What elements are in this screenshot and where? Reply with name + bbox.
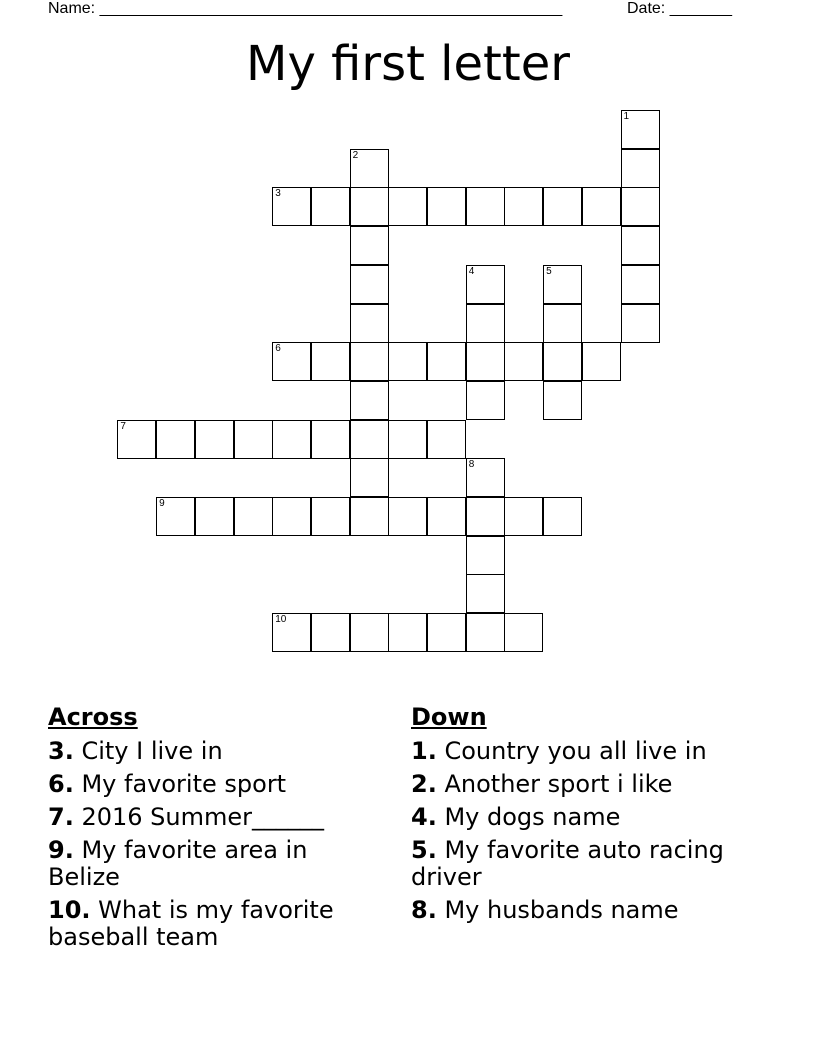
clue-number: 10. xyxy=(48,896,91,924)
grid-cell[interactable] xyxy=(272,342,311,381)
clue-number-label: 8 xyxy=(468,459,475,471)
grid-cell[interactable] xyxy=(350,149,389,188)
grid-cell[interactable] xyxy=(350,187,389,226)
clue-text: My favorite area in Belize xyxy=(48,836,308,891)
grid-cell[interactable] xyxy=(621,187,660,226)
grid-cell[interactable] xyxy=(350,613,389,652)
down-clue xyxy=(411,804,751,831)
clue-text: What is my favorite baseball team xyxy=(48,896,334,951)
grid-cell[interactable] xyxy=(234,497,273,536)
grid-cell[interactable] xyxy=(311,342,350,381)
clue-number-label: 4 xyxy=(468,265,475,277)
across-clue xyxy=(48,738,368,765)
grid-cell[interactable] xyxy=(504,613,543,652)
grid-cell[interactable] xyxy=(311,497,350,536)
clue-number: 6. xyxy=(48,770,74,798)
grid-cell[interactable] xyxy=(621,265,660,304)
grid-cell[interactable] xyxy=(350,381,389,420)
across-clues xyxy=(48,702,368,957)
grid-cell[interactable] xyxy=(504,187,543,226)
grid-cell[interactable] xyxy=(621,110,660,149)
grid-cell[interactable] xyxy=(466,304,505,343)
clue-number-label: 5 xyxy=(546,265,552,277)
across-clue xyxy=(48,897,368,951)
grid-cell[interactable] xyxy=(272,420,311,459)
grid-cell[interactable] xyxy=(504,342,543,381)
grid-cell[interactable] xyxy=(350,226,389,265)
across-clue xyxy=(48,771,368,798)
date-field: Date: _______ xyxy=(627,0,732,17)
clue-text: My favorite auto racing driver xyxy=(411,836,724,891)
clue-number: 9. xyxy=(48,836,74,864)
across-heading: Across xyxy=(48,703,138,731)
clue-number-label: 10 xyxy=(275,614,287,626)
across-clue xyxy=(48,804,368,831)
grid-cell[interactable] xyxy=(234,420,273,459)
grid-cell[interactable] xyxy=(466,574,505,613)
clue-number: 2. xyxy=(411,770,437,798)
grid-cell[interactable] xyxy=(156,497,195,536)
clue-number-label: 3 xyxy=(275,188,281,200)
clue-number: 3. xyxy=(48,737,74,765)
clue-text: My dogs name xyxy=(444,803,621,831)
clue-text: 2016 Summer______ xyxy=(81,803,325,831)
grid-cell[interactable] xyxy=(350,265,389,304)
grid-cell[interactable] xyxy=(388,420,427,459)
grid-cell[interactable] xyxy=(466,381,505,420)
clue-number-label: 1 xyxy=(623,111,630,122)
grid-cell[interactable] xyxy=(427,187,466,226)
grid-cell[interactable] xyxy=(117,420,156,459)
page-title: My first letter xyxy=(246,36,570,92)
down-clue xyxy=(411,897,751,924)
clue-number-label: 9 xyxy=(159,498,165,509)
grid-cell[interactable] xyxy=(195,497,234,536)
clue-text: My husbands name xyxy=(444,896,679,924)
grid-cell[interactable] xyxy=(156,420,195,459)
name-field: Name: ____________________________________________________ xyxy=(48,0,563,17)
grid-cell[interactable] xyxy=(621,226,660,265)
down-clue xyxy=(411,771,751,798)
grid-cell[interactable] xyxy=(466,265,505,304)
grid-cell[interactable] xyxy=(388,613,427,652)
grid-cell[interactable] xyxy=(311,187,350,226)
down-clue xyxy=(411,837,751,891)
clue-number-label: 7 xyxy=(120,420,126,432)
grid-cell[interactable] xyxy=(427,420,466,459)
grid-cell[interactable] xyxy=(466,342,505,381)
grid-cell[interactable] xyxy=(543,342,582,381)
grid-cell[interactable] xyxy=(466,187,505,226)
grid-cell[interactable] xyxy=(582,342,621,381)
clue-number: 8. xyxy=(411,896,437,924)
grid-cell[interactable] xyxy=(466,497,505,536)
across-clue xyxy=(48,837,368,891)
grid-cell[interactable] xyxy=(388,342,427,381)
grid-cell[interactable] xyxy=(388,497,427,536)
grid-cell[interactable] xyxy=(621,149,660,188)
grid-cell[interactable] xyxy=(466,536,505,575)
grid-cell[interactable] xyxy=(543,381,582,420)
clue-number: 1. xyxy=(411,737,437,765)
grid-cell[interactable] xyxy=(272,497,311,536)
grid-cell[interactable] xyxy=(311,613,350,652)
grid-cell[interactable] xyxy=(350,342,389,381)
grid-cell[interactable] xyxy=(427,613,466,652)
grid-cell[interactable] xyxy=(427,342,466,381)
grid-cell[interactable] xyxy=(543,187,582,226)
grid-cell[interactable] xyxy=(350,304,389,343)
clue-number-label: 6 xyxy=(275,343,281,355)
grid-cell[interactable] xyxy=(543,265,582,304)
grid-cell[interactable] xyxy=(195,420,234,459)
grid-cell[interactable] xyxy=(466,458,505,497)
grid-cell[interactable] xyxy=(621,304,660,343)
clue-number: 7. xyxy=(48,803,74,831)
grid-cell[interactable] xyxy=(543,304,582,343)
clue-text: Country you all live in xyxy=(444,737,707,765)
clue-text: My favorite sport xyxy=(81,770,287,798)
grid-cell[interactable] xyxy=(543,497,582,536)
grid-cell[interactable] xyxy=(388,187,427,226)
grid-cell[interactable] xyxy=(427,497,466,536)
clue-text: City I live in xyxy=(81,737,223,765)
clue-text: Another sport i like xyxy=(444,770,673,798)
down-clue xyxy=(411,738,751,765)
down-clues xyxy=(411,702,751,930)
grid-cell[interactable] xyxy=(582,187,621,226)
grid-cell[interactable] xyxy=(272,613,311,652)
clue-number: 5. xyxy=(411,836,437,864)
clue-number-label: 2 xyxy=(352,149,359,161)
grid-cell[interactable] xyxy=(311,420,350,459)
down-heading: Down xyxy=(411,703,487,731)
clue-number: 4. xyxy=(411,803,437,831)
grid-cell[interactable] xyxy=(272,187,311,226)
grid-cell[interactable] xyxy=(350,497,389,536)
grid-cell[interactable] xyxy=(350,420,389,459)
grid-cell[interactable] xyxy=(466,613,505,652)
grid-cell[interactable] xyxy=(350,458,389,497)
grid-cell[interactable] xyxy=(504,497,543,536)
